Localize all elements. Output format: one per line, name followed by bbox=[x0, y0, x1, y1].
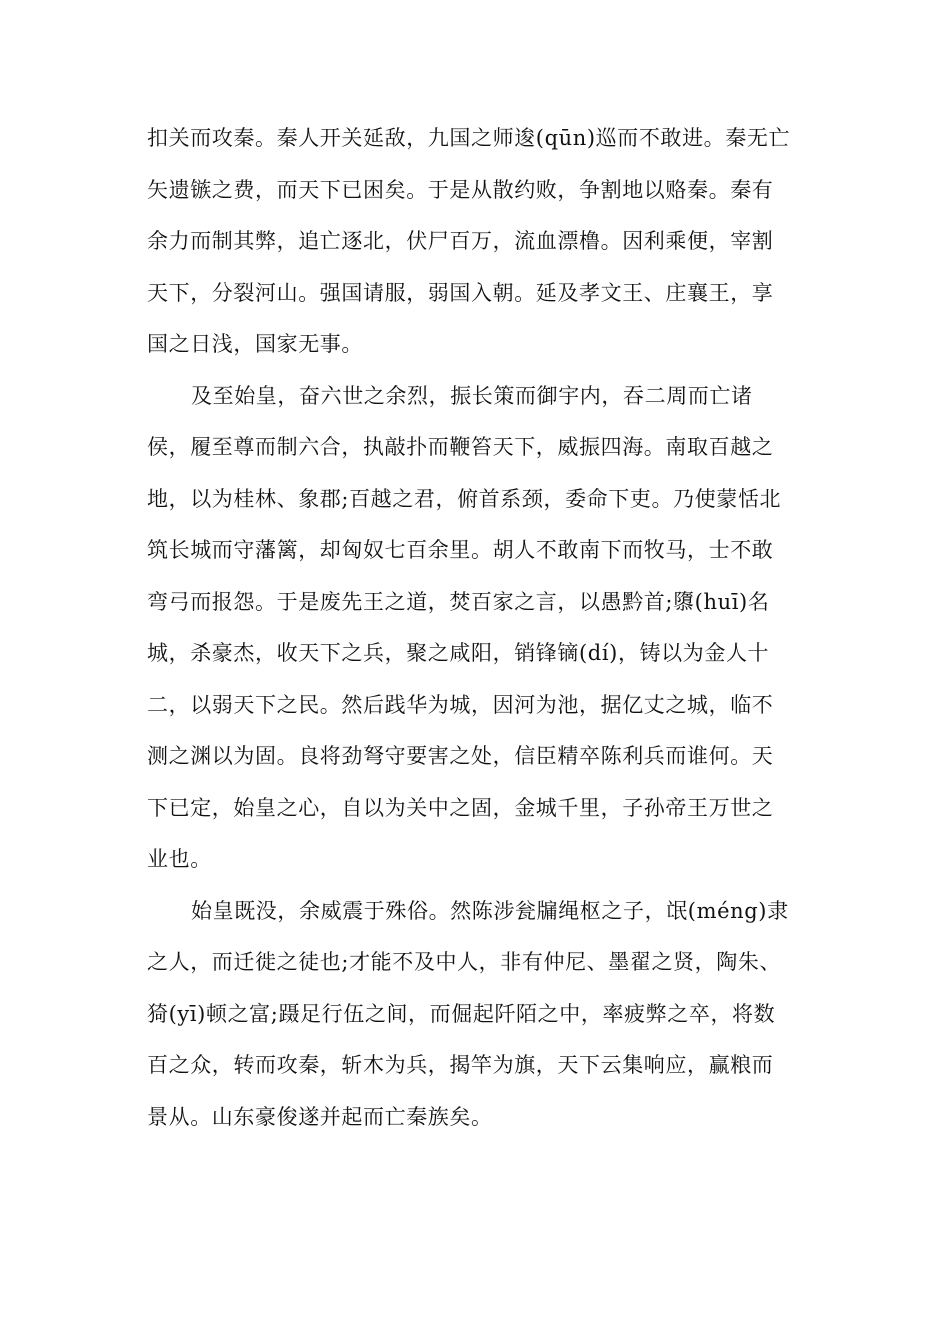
text-line: 测之渊以为固。良将劲弩守要害之处，信臣精卒陈利兵而谁何。天 bbox=[147, 744, 774, 768]
text-line: 余力而制其弊，追亡逐北，伏尸百万，流血漂橹。因利乘便，宰割 bbox=[147, 229, 774, 253]
text-line: 景从。山东豪俊遂并起而亡秦族矣。 bbox=[147, 1104, 493, 1129]
text-line: 城，杀豪杰，收天下之兵，聚之咸阳，销锋镝(dí)，铸以为金人十 bbox=[147, 641, 770, 665]
paragraph-3 bbox=[147, 890, 807, 1148]
text-line: 始皇既没，余威震于殊俗。然陈涉瓮牖绳枢之子，氓(méng)隶 bbox=[191, 898, 789, 923]
text-line: 二，以弱天下之民。然后践华为城，因河为池，据亿丈之城，临不 bbox=[147, 692, 774, 717]
text-line: 国之日浅，国家无事。 bbox=[147, 332, 363, 356]
text-line: 猗(yī)顿之富;蹑足行伍之间，而倔起阡陌之中，率疲弊之卒，将数 bbox=[147, 1001, 776, 1026]
text-line: 业也。 bbox=[147, 847, 212, 871]
text-line: 弯弓而报怨。于是废先王之道，焚百家之言，以愚黔首;隳(huī)名 bbox=[147, 589, 770, 614]
text-line: 百之众，转而攻秦，斩木为兵，揭竿为旗，天下云集响应，赢粮而 bbox=[147, 1053, 774, 1077]
text-line: 地，以为桂林、象郡;百越之君，俯首系颈，委命下吏。乃使蒙恬北 bbox=[147, 486, 782, 511]
document-body bbox=[147, 117, 807, 1147]
text-line: 下已定，始皇之心，自以为关中之固，金城千里，子孙帝王万世之 bbox=[147, 795, 774, 820]
text-line: 扣关而攻秦。秦人开关延敌，九国之师逡(qūn)巡而不敢进。秦无亡 bbox=[147, 126, 791, 150]
text-line: 及至始皇，奋六世之余烈，振长策而御宇内，吞二周而亡诸 bbox=[191, 383, 753, 408]
text-line: 筑长城而守藩篱，却匈奴七百余里。胡人不敢南下而牧马，士不敢 bbox=[147, 538, 774, 562]
paragraph-2 bbox=[147, 375, 807, 890]
text-line: 矢遗镞之费，而天下已困矣。于是从散约败，争割地以赂秦。秦有 bbox=[147, 177, 774, 202]
paragraph-1 bbox=[147, 117, 807, 375]
text-line: 之人，而迁徙之徒也;才能不及中人，非有仲尼、墨翟之贤，陶朱、 bbox=[147, 950, 782, 974]
text-line: 侯，履至尊而制六合，执敲扑而鞭笞天下，威振四海。南取百越之 bbox=[147, 435, 774, 459]
text-line: 天下，分裂河山。强国请服，弱国入朝。延及孝文王、庄襄王，享 bbox=[147, 280, 774, 305]
